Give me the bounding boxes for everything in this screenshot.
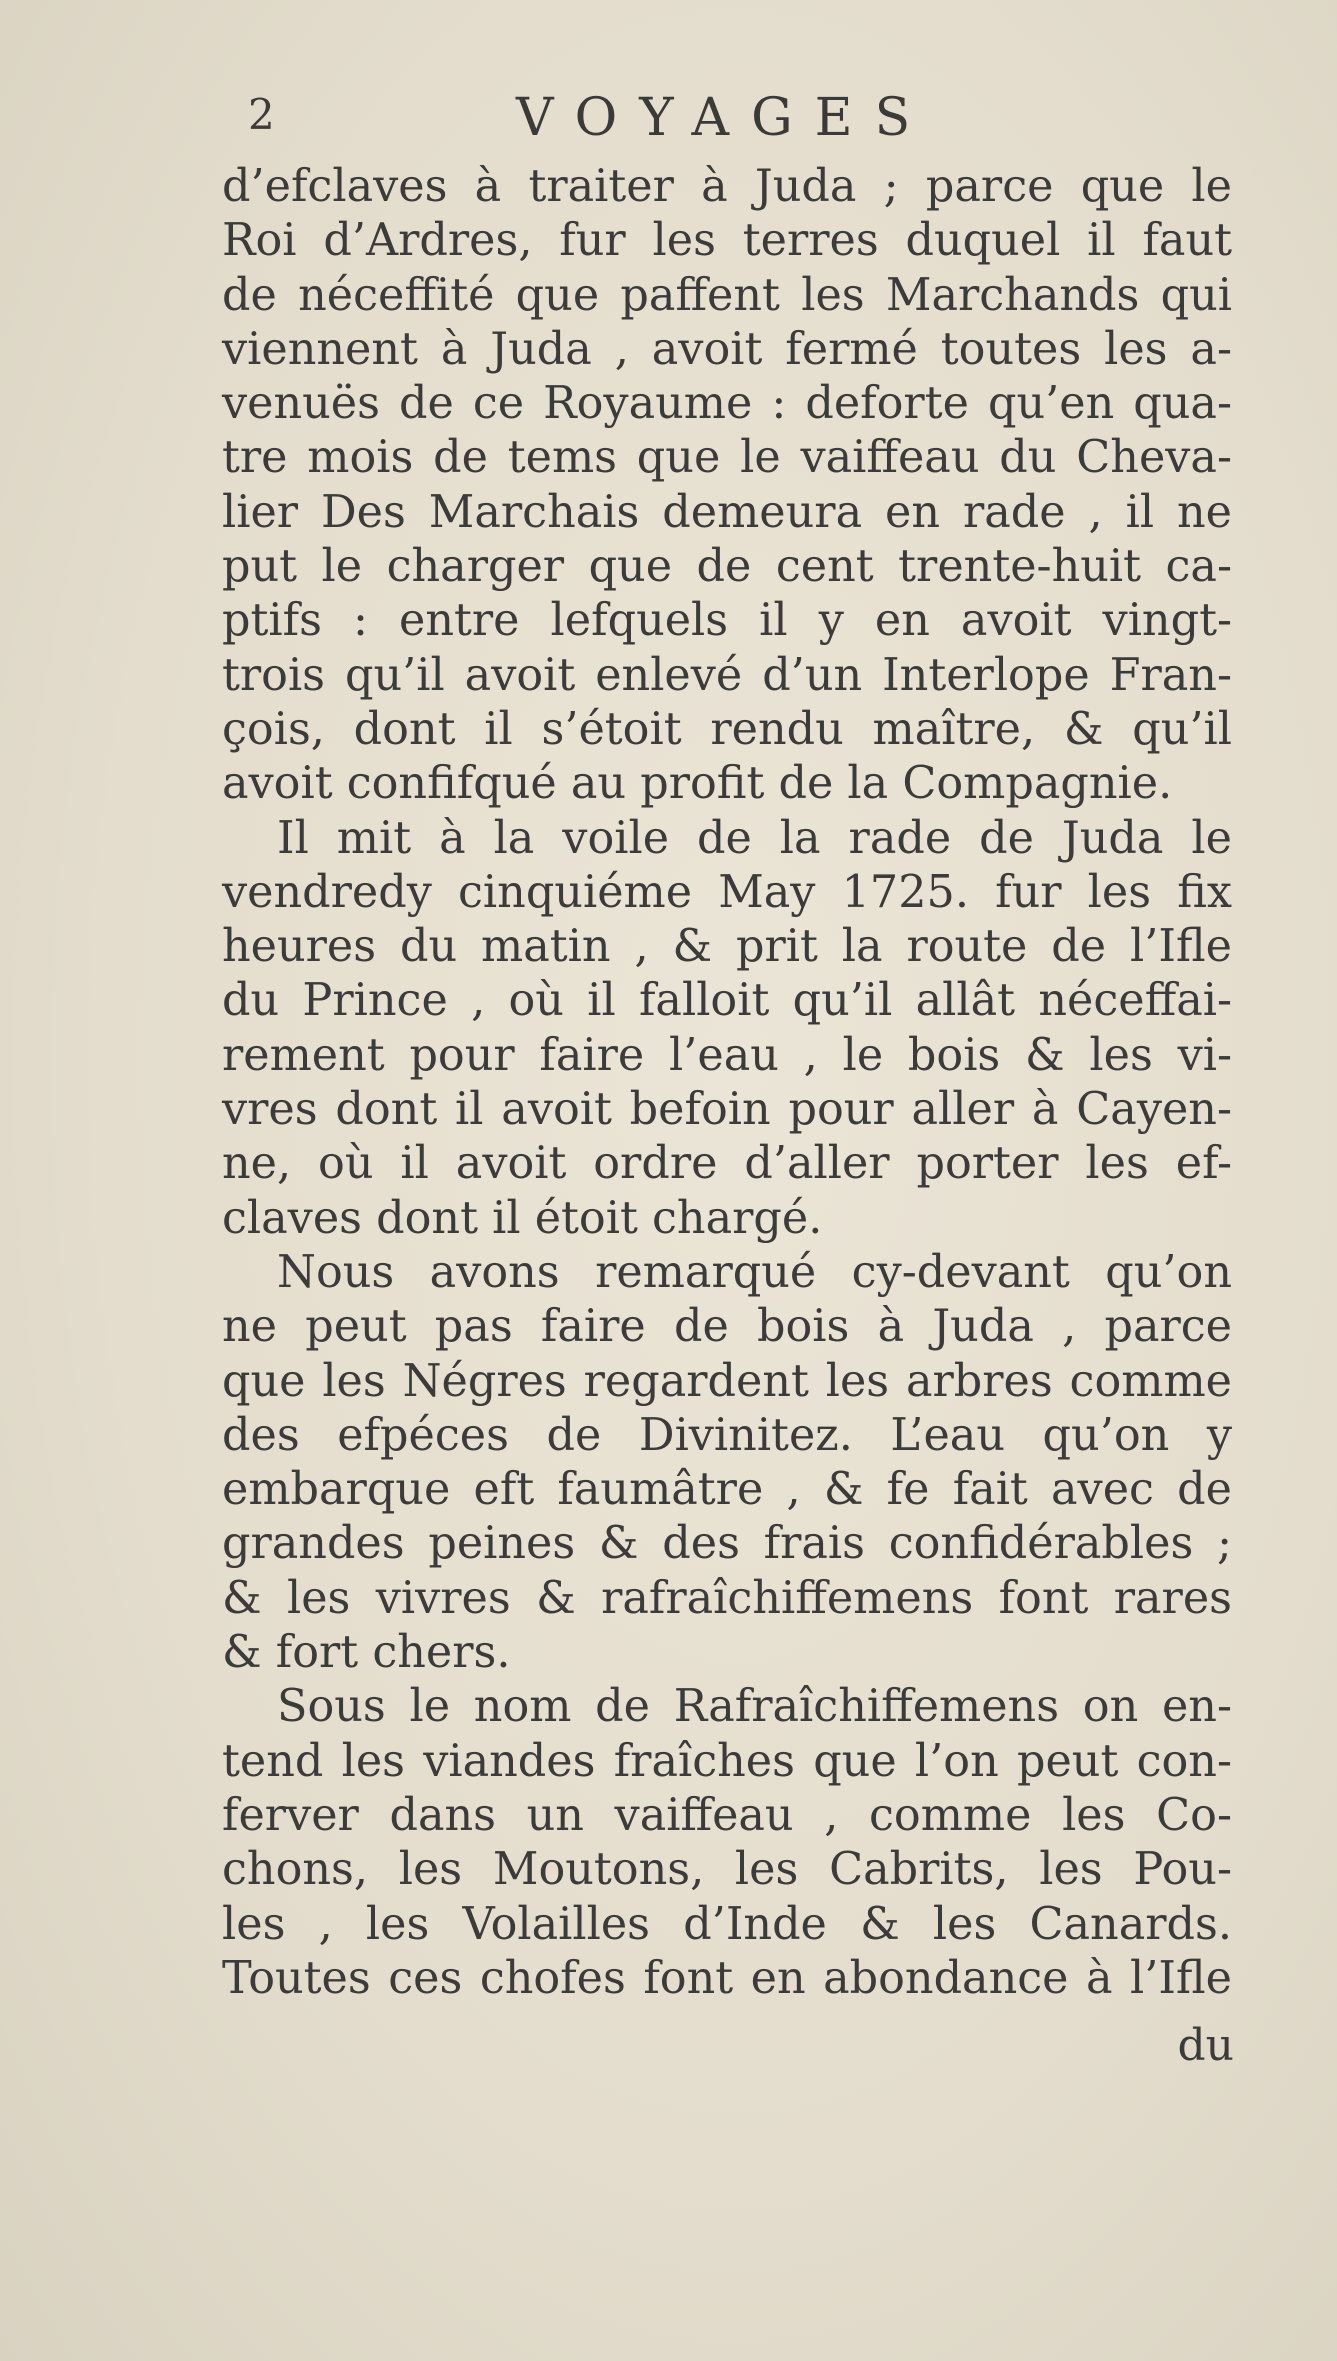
text-line: ne, où il avoit ordre d’aller porter les ef- [222, 1138, 1232, 1190]
paragraph-start-line: Nous avons remarqué cy-devant qu’on [277, 1246, 1232, 1298]
text-line: ferver dans un vaiffeau , comme les Co- [222, 1789, 1232, 1841]
text-line: tend les viandes fraîches que l’on peut con- [222, 1735, 1232, 1787]
text-line: viennent à Juda , avoit fermé toutes les a- [222, 323, 1232, 375]
text-line: du Prince , où il falloit qu’il allât néceffai- [222, 975, 1232, 1027]
text-line: & les vivres & rafraîchiffemens font rares [222, 1572, 1232, 1624]
paragraph-start-line: Il mit à la voile de la rade de Juda le [277, 812, 1232, 864]
text-line: claves dont il étoit chargé. [222, 1192, 823, 1244]
text-line: vres dont il avoit befoin pour aller à Cayen- [222, 1084, 1232, 1136]
text-line: vendredy cinquiéme May 1725. fur les fix [222, 866, 1232, 918]
body-text [222, 160, 1232, 2006]
text-line: heures du matin , & prit la route de l’Ifle [222, 921, 1232, 973]
text-line: embarque eft faumâtre , & fe fait avec de [222, 1464, 1232, 1516]
text-line: & fort chers. [222, 1627, 511, 1679]
text-line: Toutes ces chofes font en abondance à l’Ifle [222, 1952, 1232, 2004]
text-line: çois, dont il s’étoit rendu maître, & qu’il [222, 703, 1232, 755]
text-line: les , les Volailles d’Inde & les Canards. [222, 1898, 1232, 1950]
page-header [248, 88, 948, 148]
text-line: de néceffité que paffent les Marchands qui [222, 269, 1232, 321]
text-line: des efpéces de Divinitez. L’eau qu’on y [222, 1409, 1232, 1461]
text-line: grandes peines & des frais confidérables ; [222, 1518, 1232, 1570]
text-line: put le charger que de cent trente-huit ca- [222, 541, 1232, 593]
text-line: que les Négres regardent les arbres comme [222, 1355, 1232, 1407]
text-line: rement pour faire l’eau , le bois & les vi- [222, 1029, 1232, 1081]
text-line: lier Des Marchais demeura en rade , il ne [222, 486, 1232, 538]
text-line: avoit confifqué au profit de la Compagnie. [222, 758, 1173, 810]
text-line: ptifs : entre lefquels il y en avoit vingt- [222, 595, 1232, 647]
running-head: VOYAGES [516, 88, 933, 148]
page-number: 2 [248, 90, 275, 139]
text-line: venuës de ce Royaume : deforte qu’en qua- [222, 378, 1232, 430]
text-line: trois qu’il avoit enlevé d’un Interlope Fran- [222, 649, 1232, 701]
paragraph-start-line: Sous le nom de Rafraîchiffemens on en- [277, 1681, 1232, 1733]
text-line: ne peut pas faire de bois à Juda , parce [222, 1301, 1232, 1353]
text-line: chons, les Moutons, les Cabrits, les Pou- [222, 1844, 1232, 1896]
text-line: tre mois de tems que le vaiffeau du Cheva- [222, 432, 1232, 484]
catchword: du [1177, 2020, 1234, 2071]
text-line: Roi d’Ardres, fur les terres duquel il faut [222, 215, 1232, 267]
text-line: d’efclaves à traiter à Juda ; parce que le [222, 161, 1232, 212]
